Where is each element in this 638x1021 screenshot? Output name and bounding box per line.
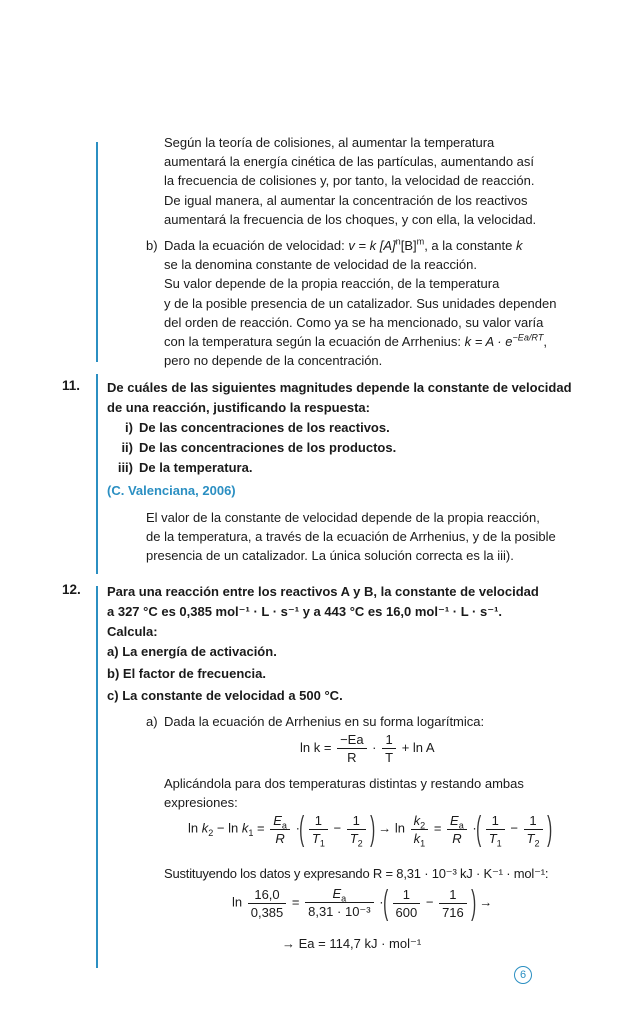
- fraction-1-t: [382, 732, 396, 765]
- fraction-1-716: $\frac{1}{716}$: [439, 887, 467, 920]
- exp-n: n: [395, 236, 401, 247]
- frac-den: R: [347, 750, 357, 765]
- frac-den: 600: [395, 904, 418, 920]
- part-b-last-line: pero no depende de la concentración.: [164, 353, 383, 369]
- item-text: La constante de velocidad a 500 °C.: [122, 688, 343, 703]
- apply-text: [164, 774, 524, 812]
- part-b-line: y de la posible presencia de un catalizador. Sus unidades dependen: [164, 295, 557, 311]
- q11-options: [107, 418, 396, 478]
- q12-line: a 327 °C es 0,385 mol⁻¹ · L · s⁻¹ y a 443 °C es 16,0 mol⁻¹ · L · s⁻¹.: [107, 604, 503, 619]
- intro-line: aumentará la energía cinética de las partículas, aumentando así: [164, 154, 535, 170]
- q11-option: [107, 418, 396, 438]
- intro-line: aumentará la frecuencia de los choques, y con ella, la velocidad.: [164, 211, 537, 227]
- part-b-line: Su valor depende de la propia reacción, de la temperatura: [164, 276, 500, 292]
- answer-line: El valor de la constante de velocidad depende de la propia reacción,: [146, 510, 540, 525]
- option-label: iii): [117, 460, 133, 475]
- item-label: b): [107, 666, 120, 681]
- answer-line: de la temperatura, a través de la ecuación de Arrhenius, y de la posible: [146, 529, 556, 545]
- page-number: 6: [519, 969, 527, 981]
- part-b-arrhenius-line: con la temperatura según la ecuación de Arrhenius: $k = A \cdot e^{-Ea/RT}$,: [164, 332, 548, 350]
- part-b-text: , a la constante: [424, 238, 513, 253]
- arrhenius-text: con la temperatura según la ecuación de Arrhenius:: [164, 334, 462, 350]
- margin-bar-q11: [96, 374, 98, 574]
- q12-item: [107, 686, 343, 706]
- fraction-1-t2: $\frac{1}{T_2}$: [524, 813, 543, 846]
- option-text: De la temperatura.: [139, 460, 253, 475]
- apply-line: Aplicándola para dos temperaturas distintas y restando ambas: [164, 776, 524, 791]
- fraction-1-t1: $\frac{1}{T_1}$: [309, 813, 328, 846]
- option-label: ii): [121, 440, 133, 455]
- fraction-ea-r: $\frac{E_a}{R}$: [270, 813, 290, 846]
- part-b-text: Dada la ecuación de velocidad:: [164, 238, 345, 253]
- eq-lhs: ln k =: [300, 739, 332, 755]
- q11-line: de una reacción, justificando la respuesta:: [107, 400, 370, 415]
- frac-num: −Ea: [337, 732, 367, 749]
- sol-a-label: a): [146, 714, 158, 729]
- fraction-1-t1: $\frac{1}{T_1}$: [486, 813, 505, 846]
- frac-num: 1: [382, 732, 396, 749]
- margin-bar-q12: [96, 586, 98, 968]
- item-label: a): [107, 644, 119, 659]
- q11-line: De cuáles de las siguientes magnitudes depende la constante de velocidad: [107, 380, 572, 395]
- fraction-ea-r-value: $\frac{E_a}{\text{8,31 · 10⁻³}}$: [305, 886, 374, 920]
- k-symbol: k: [515, 238, 523, 253]
- option-text: De las concentraciones de los reactivos.: [139, 420, 390, 435]
- substituted-equation: ln $\frac{16,0}{0,385}$ = $\frac{E_a}{\text{8,31 · 10⁻³}}$ ·( $\frac{1}{600}$ − $\frac{1}{716}$ ) →: [232, 884, 493, 922]
- part-b-paragraph: [164, 236, 556, 370]
- substitution-text: Sustituyendo los datos y expresando R = 8,31 · 10⁻³ kJ · K⁻¹ · mol⁻¹:: [164, 866, 549, 881]
- fraction-k2-k1: $\frac{k_2}{k_1}$: [411, 813, 429, 846]
- item-label: c): [107, 688, 119, 703]
- intro-paragraph: [164, 133, 536, 229]
- margin-bar-top: [96, 142, 98, 362]
- apply-line: expresiones:: [164, 795, 238, 811]
- eq-tail: + ln A: [401, 739, 435, 755]
- exp-m: m: [416, 236, 425, 247]
- q11-option: [107, 438, 396, 458]
- arrhenius-exponent: −Ea/RT: [512, 332, 544, 343]
- frac-num: 16,0: [248, 887, 287, 904]
- rate-equation: v = k [A]: [348, 238, 396, 253]
- q11-statement: [107, 378, 572, 418]
- page-number-circle: [514, 966, 532, 984]
- result-line: → Ea = 114,7 kJ · mol⁻¹: [282, 936, 422, 951]
- answer-line: presencia de un catalizador. La única solución correcta es la iii).: [146, 548, 514, 564]
- q12-statement: [107, 582, 539, 642]
- frac-den: 8,31 · 10⁻³: [308, 904, 371, 919]
- item-text: La energía de activación.: [122, 644, 277, 659]
- part-b-line: se la denomina constante de velocidad de la reacción.: [164, 257, 477, 273]
- q12-item: [107, 642, 343, 662]
- sol-a-text: Dada la ecuación de Arrhenius en su forma logarítmica:: [164, 714, 485, 729]
- frac-den: 716: [442, 904, 464, 920]
- q12-line: Calcula:: [107, 624, 158, 639]
- fraction-1-t2: $\frac{1}{T_2}$: [347, 813, 366, 846]
- intro-line: Según la teoría de colisiones, al aumentar la temperatura: [164, 135, 495, 150]
- q11-number: 11.: [62, 378, 81, 393]
- option-text: De las concentraciones de los productos.: [139, 440, 397, 455]
- q12-item: [107, 664, 343, 684]
- q11-answer: [146, 508, 556, 566]
- fraction-ratio: [248, 887, 287, 920]
- intro-line: la frecuencia de colisiones y, por tanto, la velocidad de reacción.: [164, 173, 535, 189]
- fraction-ea-r: [337, 732, 367, 765]
- part-b-label: b): [146, 238, 158, 253]
- q12-items: [107, 642, 343, 706]
- arrhenius-equation: k = A · e: [464, 334, 513, 350]
- fraction-1-600: $\frac{1}{600}$: [393, 887, 421, 920]
- q11-option: [107, 458, 396, 478]
- frac-den: 0,385: [250, 904, 284, 920]
- q12-line: Para una reacción entre los reactivos A y B, la constante de velocidad: [107, 584, 539, 599]
- q12-number: 12.: [62, 582, 81, 597]
- option-label: i): [125, 420, 133, 435]
- two-temperature-equation: $\ln k_2 - \ln k_1$ = $\frac{E_a}{R}$ ·( $\frac{1}{T_1}$ − $\frac{1}{T_2}$ ) → ln $\frac{k_2}{k_1}$ = $\frac{E_a}{R}$ ·( $\frac{1}{T_1}$ − $\frac{1}{T_2}$ ): [188, 810, 553, 849]
- part-b-line: del orden de reacción. Como ya se ha mencionado, su valor varía: [164, 314, 544, 330]
- intro-line: De igual manera, al aumentar la concentración de los reactivos: [164, 192, 528, 208]
- rate-b: [B]: [400, 238, 417, 253]
- part-b-line1: [164, 236, 556, 255]
- q11-source: (C. Valenciana, 2006): [107, 483, 236, 498]
- frac-den: T: [385, 750, 394, 765]
- arrhenius-log-equation: ln k = $\frac{-Ea}{R}$ · $\frac{1}{T}$ + ln A: [300, 732, 435, 765]
- fraction-ea-r: $\frac{E_a}{R}$: [447, 813, 467, 846]
- item-text: El factor de frecuencia.: [122, 666, 266, 681]
